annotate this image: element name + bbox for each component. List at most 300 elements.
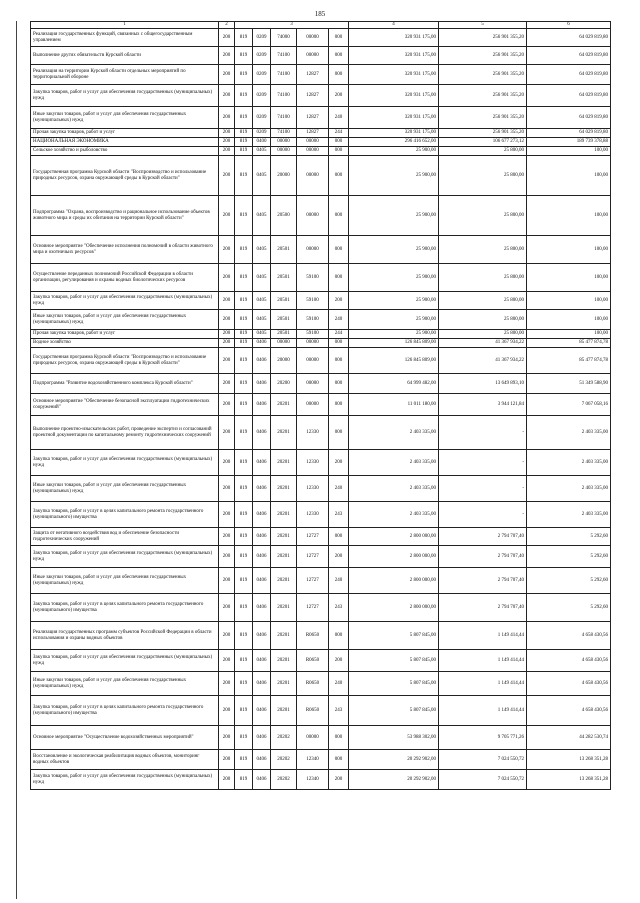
code-cell: 20201 <box>271 546 297 568</box>
code-cell: 00000 <box>271 147 297 156</box>
code-cell: 20202 <box>271 770 297 790</box>
amount-cell: 3 944 121,84 <box>439 394 527 416</box>
code-cell: 0406 <box>253 672 271 696</box>
code-cell: 200 <box>219 196 235 236</box>
code-cell: 00000 <box>297 147 329 156</box>
amount-cell: 2 794 707,40 <box>439 594 527 622</box>
amount-cell: 2 403 335,00 <box>349 416 439 450</box>
amount-cell: 53 988 302,00 <box>349 726 439 750</box>
code-cell: 819 <box>235 416 253 450</box>
amount-cell: 320 931 175,00 <box>349 107 439 129</box>
code-cell: 200 <box>219 594 235 622</box>
code-cell: 000 <box>329 264 349 292</box>
amount-cell: 5 292,60 <box>527 528 611 546</box>
amount-cell: 4 658 430,56 <box>527 696 611 726</box>
code-cell: 20501 <box>271 264 297 292</box>
code-cell: 819 <box>235 546 253 568</box>
code-cell: 000 <box>329 622 349 650</box>
amount-cell: 189 739 378,88 <box>527 138 611 147</box>
code-cell: 0406 <box>253 726 271 750</box>
amount-cell: 13 268 351,28 <box>527 770 611 790</box>
amount-cell: 100,00 <box>527 147 611 156</box>
row-name-cell: Основное мероприятие "Обеспечение безопасной эксплуатации гидротехнических сооружений" <box>31 394 219 416</box>
code-cell: 819 <box>235 622 253 650</box>
table-row <box>31 264 611 292</box>
code-cell: R0650 <box>297 650 329 672</box>
code-cell: 240 <box>329 672 349 696</box>
amount-cell: 100,00 <box>527 236 611 264</box>
code-cell: 00000 <box>297 138 329 147</box>
code-cell: 0400 <box>253 138 271 147</box>
code-cell: 819 <box>235 330 253 339</box>
code-cell: 200 <box>219 147 235 156</box>
code-cell: 000 <box>329 394 349 416</box>
row-name-cell: Прочая закупка товаров, работ и услуг <box>31 129 219 138</box>
code-cell: 200 <box>219 47 235 65</box>
header-cell: 6 <box>527 22 611 29</box>
code-cell: 243 <box>329 696 349 726</box>
code-cell: 20201 <box>271 502 297 528</box>
code-cell: 0209 <box>253 129 271 138</box>
code-cell: 200 <box>219 750 235 770</box>
table-row <box>31 129 611 138</box>
code-cell: 819 <box>235 339 253 348</box>
code-cell: 0406 <box>253 450 271 476</box>
code-cell: 0406 <box>253 546 271 568</box>
row-name-cell: Основное мероприятие "Осуществление водохозяйственных мероприятий" <box>31 726 219 750</box>
amount-cell: 5 807 845,00 <box>349 672 439 696</box>
code-cell: 12827 <box>297 107 329 129</box>
code-cell: 000 <box>329 147 349 156</box>
amount-cell: 320 931 175,00 <box>349 29 439 47</box>
amount-cell: 64 029 819,80 <box>527 85 611 107</box>
amount-cell: 9 705 771,26 <box>439 726 527 750</box>
code-cell: 200 <box>219 65 235 85</box>
code-cell: 200 <box>219 348 235 374</box>
code-cell: 819 <box>235 568 253 594</box>
amount-cell: 64 029 819,80 <box>527 29 611 47</box>
amount-cell: 1 149 414,44 <box>439 696 527 726</box>
code-cell: 240 <box>329 107 349 129</box>
amount-cell: 320 931 175,00 <box>349 129 439 138</box>
budget-table <box>30 21 611 790</box>
code-cell: 000 <box>329 374 349 394</box>
amount-cell: 2 403 335,00 <box>527 416 611 450</box>
row-name-cell: Подпрограмма "Развитие водохозяйственного комплекса Курской области" <box>31 374 219 394</box>
amount-cell: 64 029 819,80 <box>527 107 611 129</box>
table-row <box>31 339 611 348</box>
table-row <box>31 394 611 416</box>
amount-cell: 2 403 335,00 <box>527 502 611 528</box>
code-cell: 00000 <box>297 236 329 264</box>
amount-cell: 256 901 355,20 <box>439 47 527 65</box>
amount-cell: 5 292,60 <box>527 594 611 622</box>
amount-cell: 25 800,00 <box>439 156 527 196</box>
amount-cell: 2 800 000,00 <box>349 594 439 622</box>
amount-cell: - <box>439 416 527 450</box>
code-cell: 12727 <box>297 546 329 568</box>
table-row <box>31 348 611 374</box>
code-cell: 20201 <box>271 528 297 546</box>
row-name-cell: Закупка товаров, работ и услуг для обеспечения государственных (муниципальных) нужд <box>31 650 219 672</box>
table-row <box>31 107 611 129</box>
code-cell: 819 <box>235 85 253 107</box>
amount-cell: 25 800,00 <box>439 330 527 339</box>
table-row <box>31 750 611 770</box>
code-cell: 200 <box>219 236 235 264</box>
amount-cell: 25 900,00 <box>349 147 439 156</box>
code-cell: 0405 <box>253 156 271 196</box>
code-cell: 20201 <box>271 622 297 650</box>
code-cell: 74100 <box>271 65 297 85</box>
code-cell: 200 <box>329 292 349 310</box>
amount-cell: 5 807 845,00 <box>349 622 439 650</box>
code-cell: 819 <box>235 374 253 394</box>
code-cell: 0405 <box>253 147 271 156</box>
code-cell: 20000 <box>271 348 297 374</box>
amount-cell: 320 931 175,00 <box>349 65 439 85</box>
row-name-cell: Закупка товаров, работ и услуг для обеспечения государственных (муниципальных) нужд <box>31 546 219 568</box>
code-cell: 819 <box>235 726 253 750</box>
amount-cell: 256 901 355,20 <box>439 65 527 85</box>
code-cell: 0209 <box>253 85 271 107</box>
code-cell: 819 <box>235 147 253 156</box>
code-cell: 00000 <box>297 196 329 236</box>
amount-cell: 64 029 819,80 <box>527 129 611 138</box>
code-cell: 200 <box>219 29 235 47</box>
code-cell: 200 <box>219 770 235 790</box>
code-cell: 000 <box>329 156 349 196</box>
code-cell: 200 <box>219 129 235 138</box>
amount-cell: 41 367 934,22 <box>439 339 527 348</box>
table-row <box>31 726 611 750</box>
amount-cell: 2 403 335,00 <box>349 502 439 528</box>
row-name-cell: Реализация государственных функций, связанных с общегосударственным управлением <box>31 29 219 47</box>
amount-cell: 85 477 874,78 <box>527 348 611 374</box>
code-cell: 12330 <box>297 502 329 528</box>
code-cell: 12330 <box>297 450 329 476</box>
code-cell: 59100 <box>297 264 329 292</box>
code-cell: R0650 <box>297 696 329 726</box>
amount-cell: 25 900,00 <box>349 264 439 292</box>
table-row <box>31 696 611 726</box>
amount-cell: 296 416 652,00 <box>349 138 439 147</box>
row-name-cell: Водное хозяйство <box>31 339 219 348</box>
row-name-cell: Закупка товаров, работ и услуг для обеспечения государственных (муниципальных) нужд <box>31 292 219 310</box>
amount-cell: 5 292,60 <box>527 568 611 594</box>
code-cell: 200 <box>219 107 235 129</box>
amount-cell: 20 292 902,00 <box>349 750 439 770</box>
row-name-cell: Государственная программа Курской области "Воспроизводство и использование природных ресурсов, охрана окружающей среды в Курской области" <box>31 156 219 196</box>
table-row <box>31 502 611 528</box>
amount-cell: 126 845 809,00 <box>349 348 439 374</box>
row-name-cell: Реализация государственных программ субъектов Российской Федерации в области использования и охраны водных объектов <box>31 622 219 650</box>
amount-cell: 100,00 <box>527 156 611 196</box>
code-cell: 00000 <box>297 374 329 394</box>
code-cell: 000 <box>329 65 349 85</box>
amount-cell: 1 149 414,44 <box>439 650 527 672</box>
amount-cell: 106 677 273,12 <box>439 138 527 147</box>
code-cell: 200 <box>219 696 235 726</box>
code-cell: 00000 <box>297 394 329 416</box>
code-cell: 20201 <box>271 416 297 450</box>
table-row <box>31 374 611 394</box>
code-cell: 0406 <box>253 622 271 650</box>
code-cell: 74100 <box>271 47 297 65</box>
amount-cell: 256 901 355,20 <box>439 29 527 47</box>
table-row <box>31 138 611 147</box>
code-cell: 819 <box>235 29 253 47</box>
code-cell: 819 <box>235 672 253 696</box>
code-cell: 000 <box>329 29 349 47</box>
code-cell: 12827 <box>297 85 329 107</box>
code-cell: 0406 <box>253 770 271 790</box>
amount-cell: 64 999 482,00 <box>349 374 439 394</box>
code-cell: 819 <box>235 750 253 770</box>
code-cell: 12330 <box>297 476 329 502</box>
code-cell: 20501 <box>271 310 297 330</box>
code-cell: R0650 <box>297 672 329 696</box>
code-cell: 0209 <box>253 65 271 85</box>
code-cell: 0406 <box>253 502 271 528</box>
code-cell: 74100 <box>271 85 297 107</box>
code-cell: 0406 <box>253 528 271 546</box>
row-name-cell: Закупка товаров, работ и услуг в целях капитального ремонта государственного (муниципального) имущества <box>31 502 219 528</box>
code-cell: 819 <box>235 650 253 672</box>
code-cell: 244 <box>329 330 349 339</box>
code-cell: 200 <box>219 264 235 292</box>
table-row <box>31 85 611 107</box>
code-cell: 200 <box>219 502 235 528</box>
code-cell: 12727 <box>297 528 329 546</box>
code-cell: R0650 <box>297 622 329 650</box>
code-cell: 819 <box>235 65 253 85</box>
amount-cell: 1 149 414,44 <box>439 672 527 696</box>
code-cell: 00000 <box>297 47 329 65</box>
code-cell: 0209 <box>253 107 271 129</box>
code-cell: 0406 <box>253 568 271 594</box>
row-name-cell: Выполнение других обязательств Курской области <box>31 47 219 65</box>
header-cell: 4 <box>349 22 439 29</box>
code-cell: 819 <box>235 476 253 502</box>
code-cell: 819 <box>235 394 253 416</box>
code-cell: 819 <box>235 129 253 138</box>
header-cell: 1 <box>31 22 219 29</box>
code-cell: 819 <box>235 310 253 330</box>
code-cell: 0406 <box>253 594 271 622</box>
code-cell: 819 <box>235 107 253 129</box>
code-cell: 819 <box>235 502 253 528</box>
code-cell: 200 <box>219 330 235 339</box>
code-cell: 00000 <box>297 156 329 196</box>
amount-cell: 100,00 <box>527 330 611 339</box>
amount-cell: 20 292 902,00 <box>349 770 439 790</box>
amount-cell: 25 900,00 <box>349 292 439 310</box>
code-cell: 59100 <box>297 330 329 339</box>
code-cell: 000 <box>329 339 349 348</box>
code-cell: 819 <box>235 236 253 264</box>
code-cell: 200 <box>219 546 235 568</box>
code-cell: 244 <box>329 129 349 138</box>
code-cell: 74000 <box>271 29 297 47</box>
row-name-cell: Закупка товаров, работ и услуг в целях капитального ремонта государственного (муниципального) имущества <box>31 696 219 726</box>
code-cell: 200 <box>219 568 235 594</box>
code-cell: 74100 <box>271 129 297 138</box>
code-cell: 200 <box>219 672 235 696</box>
table-row <box>31 310 611 330</box>
code-cell: 819 <box>235 528 253 546</box>
code-cell: 819 <box>235 156 253 196</box>
amount-cell: 2 403 335,00 <box>527 476 611 502</box>
code-cell: 20501 <box>271 292 297 310</box>
amount-cell: 85 477 874,78 <box>527 339 611 348</box>
amount-cell: 25 800,00 <box>439 264 527 292</box>
amount-cell: 2 794 707,40 <box>439 528 527 546</box>
code-cell: 20202 <box>271 750 297 770</box>
header-cell: 5 <box>439 22 527 29</box>
header-cell: 2 <box>219 22 235 29</box>
amount-cell: 126 845 809,00 <box>349 339 439 348</box>
code-cell: 0209 <box>253 47 271 65</box>
amount-cell: 64 029 819,80 <box>527 47 611 65</box>
code-cell: 0406 <box>253 374 271 394</box>
amount-cell: 2 794 707,40 <box>439 546 527 568</box>
code-cell: 000 <box>329 528 349 546</box>
code-cell: 00000 <box>297 29 329 47</box>
amount-cell: 25 900,00 <box>349 310 439 330</box>
code-cell: 0406 <box>253 750 271 770</box>
table-row <box>31 450 611 476</box>
code-cell: 200 <box>329 85 349 107</box>
code-cell: 20201 <box>271 696 297 726</box>
amount-cell: 11 011 180,00 <box>349 394 439 416</box>
amount-cell: 5 807 845,00 <box>349 650 439 672</box>
code-cell: 0406 <box>253 476 271 502</box>
code-cell: 12827 <box>297 65 329 85</box>
row-name-cell: Иные закупки товаров, работ и услуг для обеспечения государственных (муниципальных) нужд <box>31 107 219 129</box>
code-cell: 00000 <box>271 138 297 147</box>
code-cell: 000 <box>329 196 349 236</box>
amount-cell: - <box>439 450 527 476</box>
table-row <box>31 594 611 622</box>
amount-cell: 25 800,00 <box>439 292 527 310</box>
table-row <box>31 330 611 339</box>
table-row <box>31 29 611 47</box>
row-name-cell: Основное мероприятие "Обеспечение исполнения полномочий в области животного мира и охотничьих ресурсов" <box>31 236 219 264</box>
table-row <box>31 476 611 502</box>
code-cell: 200 <box>219 156 235 196</box>
amount-cell: 7 024 550,72 <box>439 750 527 770</box>
row-name-cell: Выполнение проектно-изыскательских работ, проведение экспертиз и согласований проектной документации по капитальному ремонту гидротехнических сооружений <box>31 416 219 450</box>
code-cell: 59100 <box>297 292 329 310</box>
header-row <box>31 22 611 29</box>
amount-cell: 2 403 335,00 <box>349 450 439 476</box>
code-cell: 819 <box>235 196 253 236</box>
amount-cell: 256 901 355,20 <box>439 85 527 107</box>
row-name-cell: Закупка товаров, работ и услуг для обеспечения государственных (муниципальных) нужд <box>31 770 219 790</box>
row-name-cell: Закупка товаров, работ и услуг в целях капитального ремонта государственного (муниципального) имущества <box>31 594 219 622</box>
row-name-cell: Осуществление переданных полномочий Российской Федерации в области организации, регулирования и охраны водных биологических ресурсов <box>31 264 219 292</box>
amount-cell: 4 658 430,56 <box>527 622 611 650</box>
amount-cell: 100,00 <box>527 292 611 310</box>
table-row <box>31 65 611 85</box>
code-cell: 200 <box>329 450 349 476</box>
code-cell: 200 <box>219 528 235 546</box>
row-name-cell: Иные закупки товаров, работ и услуг для обеспечения государственных (муниципальных) нужд <box>31 476 219 502</box>
table-row <box>31 622 611 650</box>
code-cell: 0406 <box>253 650 271 672</box>
code-cell: 000 <box>329 138 349 147</box>
table-row <box>31 416 611 450</box>
row-name-cell: Защита от негативного воздействия вод и обеспечение безопасности гидротехнических сооружений <box>31 528 219 546</box>
code-cell: 12827 <box>297 129 329 138</box>
code-cell: 0406 <box>253 696 271 726</box>
row-name-cell: Государственная программа Курской области "Воспроизводство и использование природных ресурсов, охрана окружающей среды в Курской области" <box>31 348 219 374</box>
code-cell: 819 <box>235 594 253 622</box>
table-row <box>31 568 611 594</box>
row-name-cell: Восстановление и экологическая реабилитация водных объектов, мониторинг водных объектов <box>31 750 219 770</box>
amount-cell: 2 794 707,40 <box>439 568 527 594</box>
code-cell: 819 <box>235 138 253 147</box>
code-cell: 240 <box>329 310 349 330</box>
code-cell: 0405 <box>253 196 271 236</box>
code-cell: 12340 <box>297 750 329 770</box>
row-name-cell: Прочая закупка товаров, работ и услуг <box>31 330 219 339</box>
code-cell: 000 <box>329 47 349 65</box>
amount-cell: 25 900,00 <box>349 330 439 339</box>
amount-cell: 25 900,00 <box>349 236 439 264</box>
amount-cell: 4 658 430,56 <box>527 672 611 696</box>
code-cell: 12330 <box>297 416 329 450</box>
amount-cell: 41 367 934,22 <box>439 348 527 374</box>
code-cell: 000 <box>329 750 349 770</box>
table-row <box>31 770 611 790</box>
code-cell: 20501 <box>271 236 297 264</box>
code-cell: 20201 <box>271 650 297 672</box>
row-name-cell: Иные закупки товаров, работ и услуг для обеспечения государственных (муниципальных) нужд <box>31 310 219 330</box>
amount-cell: 7 067 058,16 <box>527 394 611 416</box>
code-cell: 000 <box>329 416 349 450</box>
table-row <box>31 156 611 196</box>
header-cell: 3 <box>235 22 349 29</box>
code-cell: 819 <box>235 696 253 726</box>
amount-cell: 25 900,00 <box>349 156 439 196</box>
code-cell: 000 <box>329 348 349 374</box>
code-cell: 200 <box>329 650 349 672</box>
code-cell: 20201 <box>271 450 297 476</box>
amount-cell: 44 282 530,74 <box>527 726 611 750</box>
amount-cell: 256 901 355,20 <box>439 129 527 138</box>
code-cell: 200 <box>219 292 235 310</box>
code-cell: 0405 <box>253 236 271 264</box>
amount-cell: 25 800,00 <box>439 310 527 330</box>
code-cell: 0406 <box>253 394 271 416</box>
code-cell: 20201 <box>271 672 297 696</box>
table-row <box>31 196 611 236</box>
amount-cell: 2 403 335,00 <box>349 476 439 502</box>
code-cell: 20201 <box>271 394 297 416</box>
amount-cell: 100,00 <box>527 310 611 330</box>
code-cell: 819 <box>235 47 253 65</box>
code-cell: 0405 <box>253 330 271 339</box>
amount-cell: 2 800 000,00 <box>349 528 439 546</box>
code-cell: 200 <box>219 476 235 502</box>
code-cell: 200 <box>219 450 235 476</box>
code-cell: 20501 <box>271 330 297 339</box>
code-cell: 59100 <box>297 310 329 330</box>
amount-cell: 2 800 000,00 <box>349 546 439 568</box>
page-number: 185 <box>314 10 326 18</box>
